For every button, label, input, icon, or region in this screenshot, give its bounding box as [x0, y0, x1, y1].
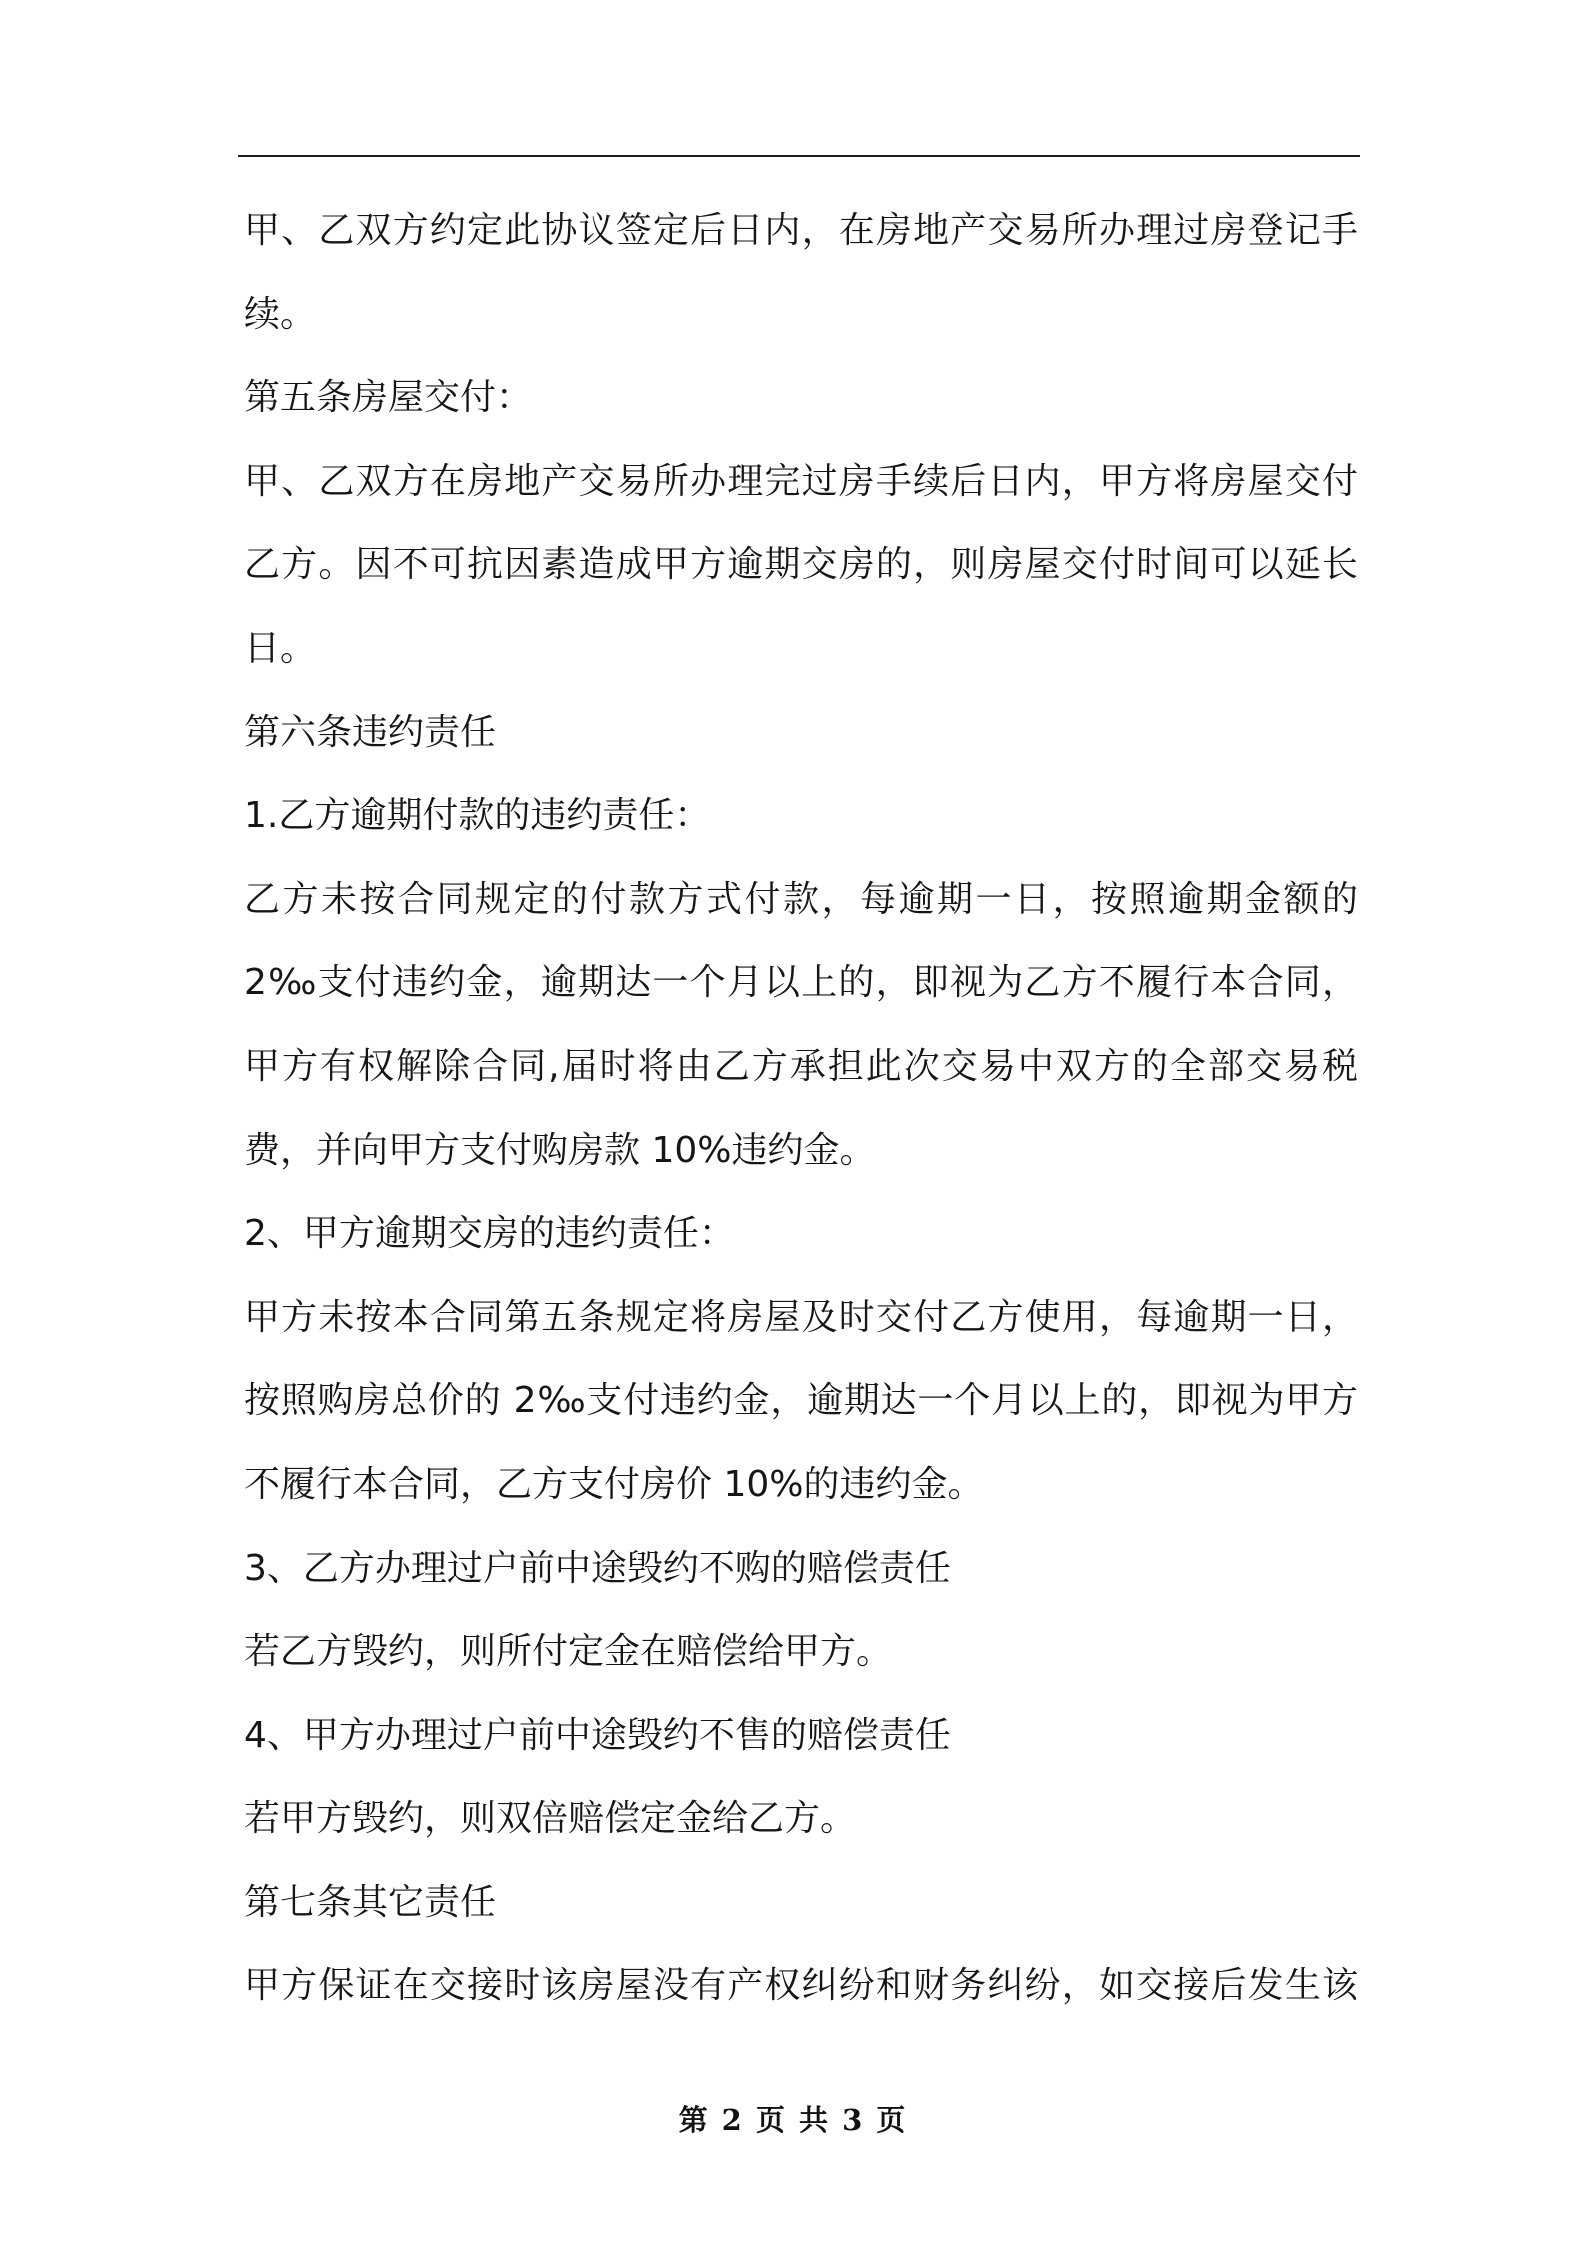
text-line: 续。 [244, 293, 317, 335]
article-7-body [244, 1944, 1358, 2028]
document-body [244, 189, 1358, 2028]
clause-2-body [244, 1276, 1358, 1527]
text-line: 4、甲方办理过户前中途毁约不售的赔偿责任 [244, 1714, 951, 1756]
text-line: 若乙方毁约，则所付定金在赔偿给甲方。 [244, 1631, 893, 1673]
text-line: 3、乙方办理过户前中途毁约不购的赔偿责任 [244, 1547, 951, 1589]
article-6-heading [244, 691, 1358, 775]
text-line: 1.乙方逾期付款的违约责任： [244, 795, 711, 837]
article-7-heading [244, 1861, 1358, 1945]
text-line: 第五条房屋交付： [244, 377, 533, 419]
text-line: 日。 [244, 627, 317, 669]
clause-3-heading [244, 1527, 1358, 1611]
clause-4-body [244, 1777, 1358, 1861]
text-line: 乙方。因不可抗因素造成甲方逾期交房的，则房屋交付时间可以延长 [244, 544, 1358, 586]
text-line: 甲、乙双方约定此协议签定后日内，在房地产交易所办理过房登记手 [244, 210, 1358, 251]
clause-2-heading [244, 1192, 1358, 1276]
clause-4-heading [244, 1694, 1358, 1778]
article-5-heading [244, 356, 1358, 440]
text-line: 2‰支付违约金，逾期达一个月以上的，即视为乙方不履行本合同， [244, 962, 1358, 1004]
page-number-footer: 第 2 页 共 3 页 [678, 2103, 908, 2137]
paragraph-registration-deadline [244, 189, 1358, 356]
text-line: 按照购房总价的 2‰支付违约金，逾期达一个月以上的，即视为甲方 [244, 1380, 1358, 1422]
text-line: 不履行本合同，乙方支付房价 10%的违约金。 [244, 1463, 984, 1505]
text-line: 第七条其它责任 [244, 1881, 497, 1923]
text-line: 费，并向甲方支付购房款 10%违约金。 [244, 1129, 876, 1171]
clause-1-heading [244, 774, 1358, 858]
text-line: 乙方未按合同规定的付款方式付款，每逾期一日，按照逾期金额的 [244, 878, 1358, 920]
header-rule [238, 155, 1360, 157]
article-5-body [244, 440, 1358, 691]
text-line: 2、甲方逾期交房的违约责任： [244, 1213, 735, 1255]
text-line: 甲方有权解除合同,届时将由乙方承担此次交易中双方的全部交易税 [244, 1045, 1358, 1087]
text-line: 第六条违约责任 [244, 711, 497, 753]
text-line: 甲方未按本合同第五条规定将房屋及时交付乙方使用，每逾期一日， [244, 1296, 1358, 1338]
clause-1-body [244, 858, 1358, 1192]
text-line: 甲、乙双方在房地产交易所办理完过房手续后日内，甲方将房屋交付 [244, 460, 1358, 502]
text-line: 甲方保证在交接时该房屋没有产权纠纷和财务纠纷，如交接后发生该 [244, 1965, 1358, 2007]
text-line: 若甲方毁约，则双倍赔偿定金给乙方。 [244, 1798, 857, 1840]
clause-3-body [244, 1610, 1358, 1694]
